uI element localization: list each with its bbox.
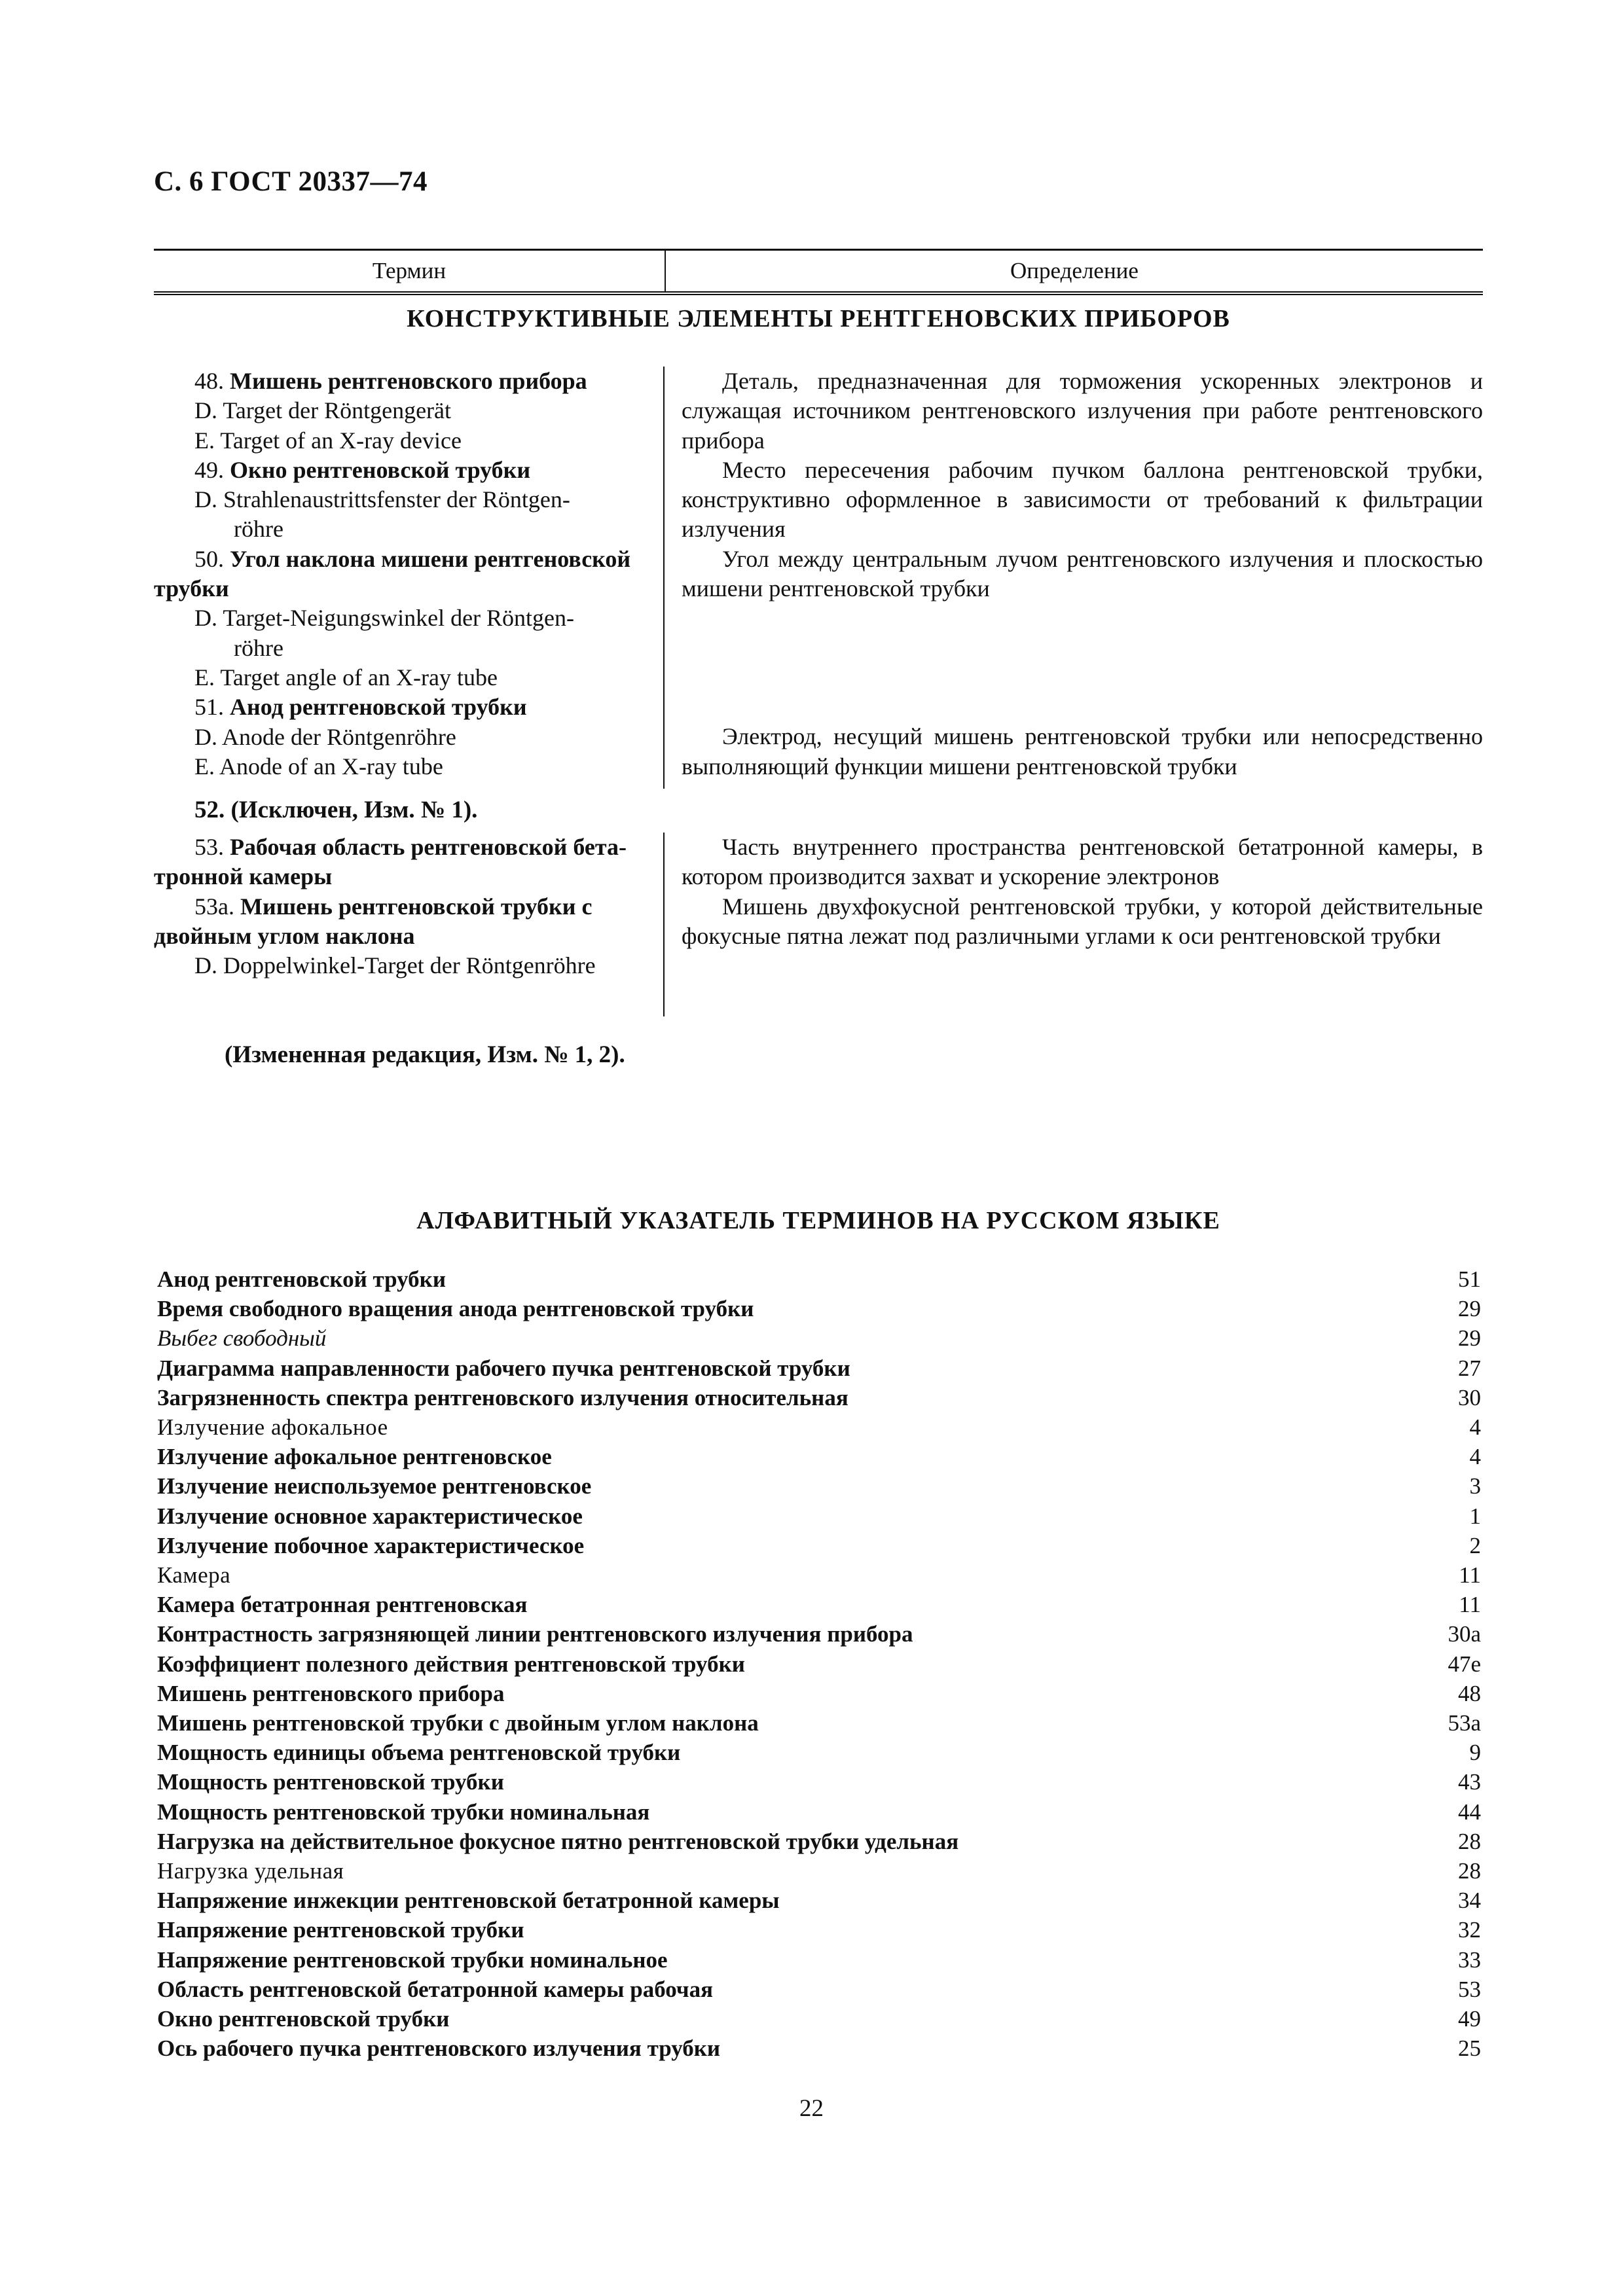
term-line (154, 396, 654, 425)
index-term-number: 32 (1458, 1917, 1481, 1943)
term-column (154, 367, 665, 789)
term-line (154, 426, 654, 456)
index-term: Напряжение рентгеновской трубки номинальное (157, 1946, 668, 1973)
column-header-term: Термин (154, 251, 666, 291)
term-line (154, 692, 654, 722)
term-name: Мишень рентгеновской трубки с (240, 893, 593, 920)
definition-column (665, 833, 1483, 1016)
index-term: Диаграмма направленности рабочего пучка рентгеновской трубки (157, 1355, 850, 1381)
term-line (154, 485, 654, 514)
term-column (154, 833, 665, 1016)
index-term: Излучение афокальное (157, 1414, 388, 1441)
term-translation: röhre (234, 516, 283, 543)
term-name: тронной камеры (154, 863, 333, 890)
term-translation: D. Doppelwinkel-Target der Röntgenröhre (194, 952, 596, 979)
index-term-number: 25 (1458, 2036, 1481, 2062)
index-term: Излучение неиспользуемое рентгеновское (157, 1473, 592, 1499)
index-entry (157, 2004, 1481, 2034)
index-term: Коэффициент полезного действия рентгеновской трубки (157, 1651, 745, 1677)
index-term: Ось рабочего пучка рентгеновского излучения трубки (157, 2036, 721, 2062)
term-line (154, 892, 654, 922)
index-term-number: 53 (1458, 1976, 1481, 2002)
term-translation: D. Target-Neigungswinkel der Röntgen- (194, 605, 575, 632)
term-line (154, 367, 654, 396)
index-term: Нагрузка удельная (157, 1858, 344, 1884)
index-term: Область рентгеновской бетатронной камеры рабочая (157, 1976, 714, 2002)
index-term-number: 43 (1458, 1769, 1481, 1795)
page-header: С. 6 ГОСТ 20337—74 (154, 166, 428, 197)
index-term: Напряжение инжекции рентгеновской бетатронной камеры (157, 1888, 780, 1914)
index-term-number: 44 (1458, 1799, 1481, 1825)
index-entry (157, 1265, 1481, 1294)
term-number: 53. (194, 834, 230, 860)
index-term: Напряжение рентгеновской трубки (157, 1917, 524, 1943)
section-title-design-elements: КОНСТРУКТИВНЫЕ ЭЛЕМЕНТЫ РЕНТГЕНОВСКИХ ПРИБОРОВ (407, 305, 1230, 332)
term-translation: D. Target der Röntgengerät (194, 397, 452, 424)
index-term-number: 33 (1458, 1946, 1481, 1973)
term-line (154, 922, 654, 951)
term-line (154, 574, 654, 603)
index-term: Мощность рентгеновской трубки (157, 1769, 504, 1795)
index-term-number: 30 (1458, 1384, 1481, 1410)
index-entry (157, 1590, 1481, 1619)
index-entry (157, 1708, 1481, 1738)
term-name: Анод рентгеновской трубки (230, 694, 527, 721)
index-term-number: 3 (1469, 1473, 1481, 1499)
index-entry (157, 1738, 1481, 1767)
term-number: 49. (194, 456, 230, 483)
term-name: Мишень рентгеновского прибора (230, 368, 587, 394)
index-term: Излучение побочное характеристическое (157, 1532, 585, 1558)
index-entry (157, 1856, 1481, 1886)
definition-51: Электрод, несущий мишень рентгеновской трубки или непосредственно выполняющий функции мишени рентгеновской трубки (682, 723, 1483, 780)
index-term-number: 11 (1459, 1592, 1481, 1618)
term-line (154, 723, 654, 752)
index-entry (157, 1975, 1481, 2004)
term-translation: E. Anode of an X-ray tube (194, 753, 443, 780)
index-term-number: 49 (1458, 2006, 1481, 2032)
definition-column (665, 367, 1483, 789)
index-term-number: 34 (1458, 1888, 1481, 1914)
definition-48: Деталь, предназначенная для торможения ускоренных электронов и служащая источником рентгеновского излучения при работе рентгеновского прибора (682, 368, 1483, 454)
index-entry (157, 1886, 1481, 1915)
index-entry (157, 1531, 1481, 1560)
index-term-number: 53а (1448, 1710, 1481, 1736)
index-entry (157, 1412, 1481, 1442)
term-line (154, 603, 654, 633)
term-name: трубки (154, 575, 229, 602)
definition-spacer (682, 603, 1483, 722)
term-translation: D. Anode der Röntgenröhre (194, 723, 456, 750)
term-group-1 (154, 367, 1483, 789)
index-term: Загрязненность спектра рентгеновского излучения относительная (157, 1384, 848, 1410)
term-number: 53а. (194, 893, 240, 920)
definition-50: Угол между центральным лучом рентгеновского излучения и плоскостью мишени рентгеновской трубки (682, 545, 1483, 602)
column-header-definition: Определение (1010, 258, 1139, 283)
term-name: Рабочая область рентгеновской бета- (230, 834, 627, 860)
index-term: Мощность единицы объема рентгеновской трубки (157, 1740, 681, 1766)
definition-53: Часть внутреннего пространства рентгеновской бетатронной камеры, в котором производится захват и ускорение электронов (682, 834, 1483, 890)
index-entry (157, 1619, 1481, 1649)
term-number: 48. (194, 368, 230, 394)
index-term: Излучение афокальное рентгеновское (157, 1444, 552, 1470)
definition-53a: Мишень двухфокусной рентгеновской трубки, у которой действительные фокусные пятна лежат под различными углами к оси рентгеновской трубки (682, 893, 1483, 949)
term-line (154, 752, 654, 781)
term-line (154, 545, 654, 574)
index-entry (157, 1915, 1481, 1945)
index-entry (157, 1560, 1481, 1590)
index-entry (157, 1383, 1481, 1412)
index-term-number: 4 (1469, 1444, 1481, 1470)
index-term-number: 48 (1458, 1680, 1481, 1706)
term-group-2 (154, 833, 1483, 1016)
index-term-number: 30а (1448, 1621, 1481, 1647)
index-term-number: 29 (1458, 1325, 1481, 1352)
index-term: Окно рентгеновской трубки (157, 2006, 450, 2032)
index-term: Излучение основное характеристическое (157, 1503, 583, 1529)
index-entry (157, 1679, 1481, 1708)
index-term: Камера (157, 1562, 231, 1588)
term-translation: E. Target angle of an X-ray tube (194, 664, 498, 691)
index-term-number: 1 (1469, 1503, 1481, 1529)
index-term-number: 28 (1458, 1858, 1481, 1884)
index-term: Мощность рентгеновской трубки номинальная (157, 1799, 650, 1825)
term-name: Окно рентгеновской трубки (230, 456, 531, 483)
index-term-number: 11 (1459, 1562, 1481, 1588)
index-term-number: 28 (1458, 1828, 1481, 1854)
excluded-note: 52. (Исключен, Изм. № 1). (194, 797, 478, 823)
term-line (154, 514, 654, 544)
index-term: Время свободного вращения анода рентгеновской трубки (157, 1296, 754, 1322)
term-number: 50. (194, 545, 230, 572)
term-line (154, 634, 654, 663)
amendment-note: (Измененная редакция, Изм. № 1, 2). (225, 1041, 625, 1068)
term-line (154, 833, 654, 862)
index-entry (157, 1323, 1481, 1353)
index-entry (157, 2034, 1481, 2063)
definition-49: Место пересечения рабочим пучком баллона рентгеновской трубки, конструктивно оформленное в зависимости от требований к фильтрации излучения (682, 456, 1483, 543)
index-entry (157, 1945, 1481, 1975)
index-term: Мишень рентгеновского прибора (157, 1680, 505, 1706)
index-entry (157, 1294, 1481, 1323)
term-translation: röhre (234, 634, 283, 661)
index-entry (157, 1471, 1481, 1501)
term-line (154, 456, 654, 485)
index-term-number: 9 (1469, 1740, 1481, 1766)
term-name: Угол наклона мишени рентгеновской (230, 545, 631, 572)
index-entry (157, 1649, 1481, 1679)
index-entry (157, 1797, 1481, 1827)
term-line (154, 663, 654, 692)
index-entry (157, 1442, 1481, 1471)
index-term: Контрастность загрязняющей линии рентгеновского излучения прибора (157, 1621, 913, 1647)
term-line (154, 951, 654, 980)
table-header (154, 249, 1483, 295)
index-entry (157, 1501, 1481, 1531)
index-entry (157, 1767, 1481, 1797)
page-number: 22 (799, 2095, 824, 2122)
section-title-alphabetical-index: АЛФАВИТНЫЙ УКАЗАТЕЛЬ ТЕРМИНОВ НА РУССКОМ ЯЗЫКЕ (416, 1207, 1220, 1234)
term-translation: D. Strahlenaustrittsfenster der Röntgen- (194, 486, 570, 513)
term-number: 51. (194, 694, 230, 721)
term-translation: E. Target of an X-ray device (194, 427, 462, 454)
index-term: Выбег свободный (157, 1325, 327, 1352)
index-term-number: 29 (1458, 1296, 1481, 1322)
index-term-number: 51 (1458, 1266, 1481, 1292)
term-line (154, 862, 654, 891)
term-name: двойным углом наклона (154, 922, 415, 949)
index-entry (157, 1827, 1481, 1856)
alphabetical-index-list (157, 1265, 1481, 2063)
index-term: Анод рентгеновской трубки (157, 1266, 446, 1292)
index-entry (157, 1354, 1481, 1383)
index-term-number: 47е (1448, 1651, 1481, 1677)
index-term: Нагрузка на действительное фокусное пятно рентгеновской трубки удельная (157, 1828, 959, 1854)
index-term: Камера бетатронная рентгеновская (157, 1592, 528, 1618)
index-term-number: 27 (1458, 1355, 1481, 1381)
index-term: Мишень рентгеновской трубки с двойным углом наклона (157, 1710, 759, 1736)
index-term-number: 2 (1469, 1532, 1481, 1558)
index-term-number: 4 (1469, 1414, 1481, 1441)
